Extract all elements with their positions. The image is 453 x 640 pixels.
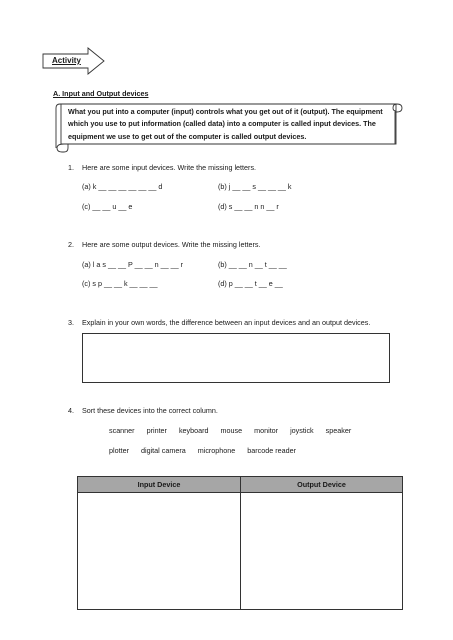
device-word: speaker	[325, 426, 352, 435]
activity-label: Activity	[52, 56, 81, 65]
device-word: barcode reader	[247, 446, 297, 455]
q1-item-b: (b) j __ __ s __ __ __ k	[218, 182, 292, 191]
output-device-cell[interactable]	[241, 493, 402, 609]
q3-answer-box[interactable]	[82, 333, 390, 383]
device-word: digital camera	[140, 446, 186, 455]
device-list-row-2	[109, 446, 306, 455]
intro-paragraph: What you put into a computer (input) controls what you get out of it (output). The equipment which you use to put information (called data) into a computer is called input devices. The equipment we use to get out of the computer is called output devices.	[68, 107, 383, 141]
device-word: joystick	[290, 426, 314, 435]
q2-prompt: Here are some output devices. Write the missing letters.	[82, 240, 261, 249]
q4-prompt: Sort these devices into the correct column.	[82, 406, 218, 415]
q2-item-a: (a) l a s __ __ P __ __ n __ __ r	[82, 260, 183, 269]
device-word: monitor	[254, 426, 279, 435]
device-word: plotter	[109, 446, 129, 455]
q2-item-b: (b) __ __ n __ t __ __	[218, 260, 287, 269]
q1-item-d: (d) s __ __ n n __ r	[218, 202, 279, 211]
device-list-row-1	[109, 426, 361, 435]
q2-number: 2.	[68, 240, 74, 249]
q1-prompt: Here are some input devices. Write the missing letters.	[82, 163, 257, 172]
device-word: mouse	[220, 426, 243, 435]
q2-item-c: (c) s p __ __ k __ __ __	[82, 279, 158, 288]
section-heading: A. Input and Output devices	[53, 89, 149, 98]
input-device-cell[interactable]	[78, 493, 240, 609]
device-word: scanner	[109, 426, 135, 435]
q3-number: 3.	[68, 318, 74, 327]
q3-prompt: Explain in your own words, the difference between an input devices and an output devices.	[82, 318, 371, 327]
q1-item-c: (c) __ __ u __ e	[82, 202, 133, 211]
input-device-header: Input Device	[78, 477, 240, 493]
device-word: keyboard	[178, 426, 209, 435]
q4-number: 4.	[68, 406, 74, 415]
q2-item-d: (d) p __ __ t __ e __	[218, 279, 283, 288]
sort-table	[77, 476, 403, 610]
device-word: microphone	[197, 446, 236, 455]
q1-number: 1.	[68, 163, 74, 172]
device-word: printer	[146, 426, 167, 435]
q1-item-a: (a) k __ __ __ __ __ __ d	[82, 182, 163, 191]
output-device-header: Output Device	[241, 477, 402, 493]
